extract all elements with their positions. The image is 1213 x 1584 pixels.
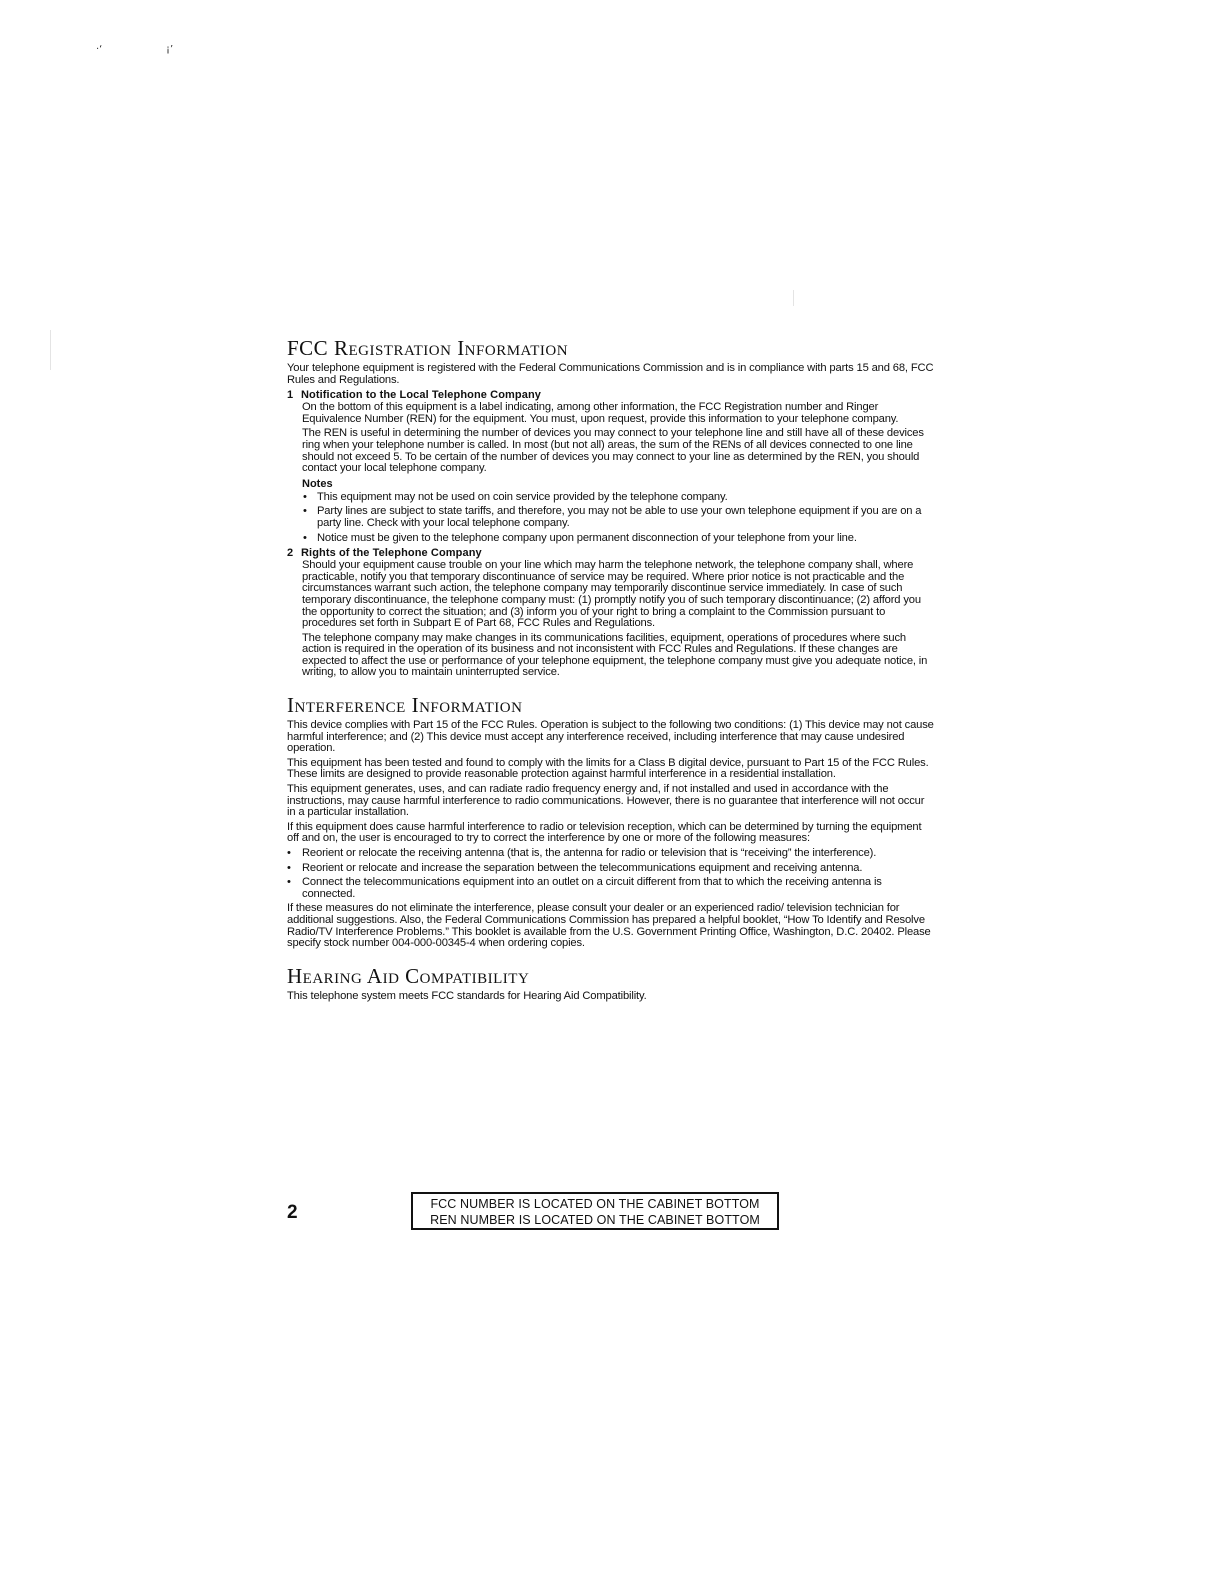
notes-heading: Notes [302, 477, 333, 490]
measure-text: Connect the telecommunications equipment into an outlet on a circuit different from that to which the receiving antenna is connected. [302, 876, 882, 900]
bullet-icon: • [287, 861, 291, 874]
section-title-interference: Interference Information [287, 693, 523, 718]
item-heading-notification [287, 389, 935, 401]
scan-mark-left: ·‘ [96, 44, 103, 55]
list-item [287, 877, 935, 900]
rights-paragraph-1: Should your equipment cause trouble on your line which may harm the telephone network, the telephone company shall, where practicable, notify you that temporary discontinuance of service may be required. Where prior notice is not practicable and the circumstances warrant such action, the telephone company may temporarily discontinue service immediately. In case of such temporary discontinuance, the telephone company must: (1) promptly notify you of such temporary discontinuance; (2) afford you the opportunity to correct the situation; and (3) inform you of your right to bring a complaint to the Commission pursuant to procedures set forth in Subpart E of Part 68, FCC Rules and Regulations. [302, 559, 921, 630]
list-item [287, 492, 935, 504]
note-text: Party lines are subject to state tariffs, and therefore, you may not be able to use your own telephone equipment if you are on a party line. Check with your local telephone company. [317, 505, 922, 529]
section-title-fcc-registration: FCC Registration Information [287, 336, 569, 360]
document-body [287, 337, 935, 1005]
fcc-number-notice: FCC NUMBER IS LOCATED ON THE CABINET BOTTOM [430, 1197, 760, 1211]
bullet-icon: • [287, 876, 291, 889]
list-item [287, 848, 935, 860]
interference-paragraph-1: This device complies with Part 15 of the FCC Rules. Operation is subject to the following two conditions: (1) This device may not cause harmful interference; and (2) This device must accept any interference received, including interference that may cause undesired operation. [287, 719, 934, 755]
section-title-hearing-aid: Hearing Aid Compatibility [287, 963, 530, 988]
measure-text: Reorient or relocate and increase the separation between the telecommunications equipment and receiving antenna. [302, 861, 863, 874]
bullet-icon: • [303, 490, 307, 503]
scan-edge-mark [793, 290, 794, 306]
item-heading-text: Notification to the Local Telephone Company [301, 389, 541, 402]
page-number: 2 [287, 1202, 298, 1223]
rights-paragraph-2: The telephone company may make changes in its communications facilities, equipment, operations of procedures where such action is required in the operation of its business and not inconsistent with FCC Rules and Regulations. If these changes are expected to affect the use or performance of your telephone equipment, the telephone company must give you adequate notice, in writing, to allow you to maintain uninterrupted service. [302, 631, 928, 679]
interference-paragraph-4: If this equipment does cause harmful interference to radio or television reception, which can be determined by turning the equipment off and on, the user is encouraged to try to correct the interference by one or more of the following measures: [287, 820, 922, 845]
interference-paragraph-2: This equipment has been tested and found to comply with the limits for a Class B digital device, pursuant to Part 15 of the FCC Rules. These limits are designed to provide reasonable protection against harmful interference in a residential installation. [287, 756, 929, 781]
notification-paragraph-1: On the bottom of this equipment is a label indicating, among other information, the FCC Registration number and Ringer Equivalence Number (REN) for the equipment. You must, upon request, provide this information to your telephone company. [302, 401, 899, 425]
fcc-intro: Your telephone equipment is registered with the Federal Communications Commission and is in compliance with parts 15 and 68, FCC Rules and Regulations. [287, 362, 934, 386]
item-heading-rights [287, 547, 935, 559]
notes-list [287, 492, 935, 544]
note-text: Notice must be given to the telephone company upon permanent disconnection of your telephone from your line. [317, 531, 857, 544]
interference-paragraph-5: If these measures do not eliminate the interference, please consult your dealer or an experienced radio/ television technician for additional suggestions. Also, the Federal Communications Commission has prepared a helpful booklet, “How To Identify and Resolve Radio/TV Interference Problems.” This booklet is available from the U.S. Government Printing Office, Washington, D.C. 20402. Please specify stock number 004-000-00345-4 when ordering copies. [287, 902, 931, 950]
note-text: This equipment may not be used on coin service provided by the telephone company. [317, 490, 728, 503]
bullet-icon: • [303, 505, 307, 518]
list-item [287, 506, 935, 529]
scan-mark-right: ¡’ [166, 44, 174, 55]
scan-edge-mark [50, 330, 51, 370]
fcc-ren-notice-box [411, 1192, 779, 1230]
interference-paragraph-3: This equipment generates, uses, and can radiate radio frequency energy and, if not installed and used in accordance with the instructions, may cause harmful interference to radio communications. However, there is no guarantee that interference will not occur in a particular installation. [287, 783, 925, 819]
bullet-icon: • [287, 847, 291, 859]
item-number: 1 [287, 389, 294, 402]
list-item [287, 863, 935, 875]
measure-text: Reorient or relocate the receiving antenna (that is, the antenna for radio or television that is “receiving” the interference). [302, 847, 877, 859]
bullet-icon: • [303, 531, 307, 544]
ren-number-notice: REN NUMBER IS LOCATED ON THE CABINET BOTTOM [430, 1213, 760, 1227]
interference-measures-list [287, 848, 935, 900]
notification-paragraph-2: The REN is useful in determining the number of devices you may connect to your telephone line and still have all of these devices ring when your telephone number is called. In most (but not all) areas, the sum of the RENs of all devices connected to one line should not exceed 5. To be certain of the number of devices you may connect to your line as determined by the REN, you should contact your local telephone company. [302, 427, 924, 475]
list-item [287, 533, 935, 545]
hearing-aid-paragraph: This telephone system meets FCC standards for Hearing Aid Compatibility. [287, 989, 647, 1002]
item-heading-text: Rights of the Telephone Company [301, 547, 482, 560]
item-number: 2 [287, 547, 294, 560]
